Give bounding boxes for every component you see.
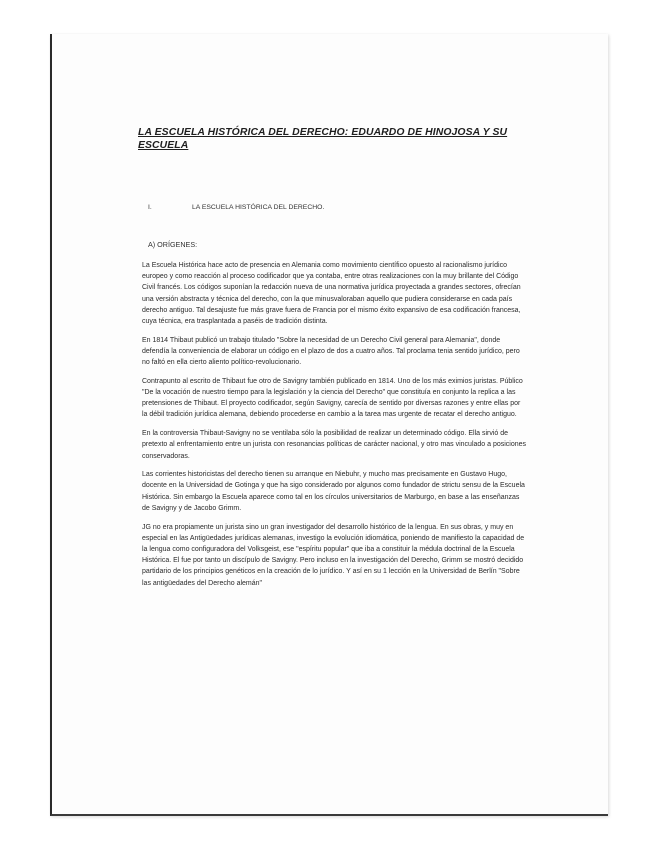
paragraph: Contrapunto al escrito de Thibaut fue otro de Savigny también publicado en 1814. Uno de los más eximios juristas. Público "De la vocación de nuestro tiempo para la legislación y la ciencia del Derecho" que constituía en conjunto la replica a las pretensiones de Thibaut. El proyecto codificador, según Savigny, carecía de sentido por diversas razones y entre ellas por la débil tradición jurídica alemana, debiendo procederse en cambio a la tarea mas urgente de recatar el derecho antiguo. [142,377,523,419]
document-body [142,260,527,596]
section-title: LA ESCUELA HISTÓRICA DEL DERECHO. [192,204,325,211]
document-title: LA ESCUELA HISTÓRICA DEL DERECHO: EDUARDO DE HINOJOSA Y SU ESCUELA [138,127,508,151]
paragraph: JG no era propiamente un jurista sino un gran investigador del desarrollo histórico de la lengua. En sus obras, y muy en especial en las Antigüedades jurídicas alemanas, investigo la evolución idiomática, poniendo de manifiesto la capacidad de la lengua como configuradora del Volksgeist, ese "espíritu popular" que iba a constituir la médula doctrinal de la Escuela Histórica. El fue por tanto un discípulo de Savigny. Pero incluso en la investigación del Derecho, Grimm se mostró decidido partidario de los principios genéticos en la creación de lo jurídico. Y así en su 1 lección en la Universidad de Berlín "Sobre las antigüedades del Derecho alemán" [142,523,525,587]
paragraph: Las corrientes historicistas del derecho tienen su arranque en Niebuhr, y mucho mas precisamente en Gustavo Hugo, docente en la Universidad de Gotinga y que ha sigo considerado por algunos como fundador de strictu sensu de la Escuela Histórica. Sin embargo la Escuela aparece como tal en los círculos universitarios de Marburgo, en base a las enseñanzas de Savigny y de Jacobo Grimm. [142,471,525,512]
paragraph: En 1814 Thibaut publicó un trabajo titulado "Sobre la necesidad de un Derecho Civil general para Alemania", donde defendía la conveniencia de elaborar un código en el plazo de dos a cuatro años. Tal proclama tenia sentido jurídico, pero no faltó en ella cierto aliento político-revolucionario. [142,336,520,367]
paragraph: En la controversia Thibaut-Savigny no se ventilaba sólo la posibilidad de realizar un determinado código. Ella sirvió de pretexto al enfrentamiento entre un jurista con resonancias políticas de carácter nacional, y otro mas vinculado a posiciones conservadoras. [142,430,527,460]
document-page [50,34,608,816]
paragraph: La Escuela Histórica hace acto de presencia en Alemania como movimiento científico opuesto al racionalismo jurídico europeo y como reacción al proceso codificador que ya contaba, entre otras realizaciones con la muy brillante del Código Civil francés. Los códigos suponían la redacción nueva de una normativa jurídica proyectada a grandes sectores, ofrecían una versión abstracta y técnica del derecho, con la que minusvaloraban aquello que pudiera considerarse en cada país derecho antiguo. Tal desajuste fue más grave fuera de Francia por el mismo éxito expansivo de esa codificación francesa, cuya técnica, era trasplantada a paséis de tradición distinta. [142,262,521,326]
section-number: I. [148,204,152,211]
section-heading [148,204,324,211]
subsection-heading: A) ORÍGENES: [148,240,198,249]
